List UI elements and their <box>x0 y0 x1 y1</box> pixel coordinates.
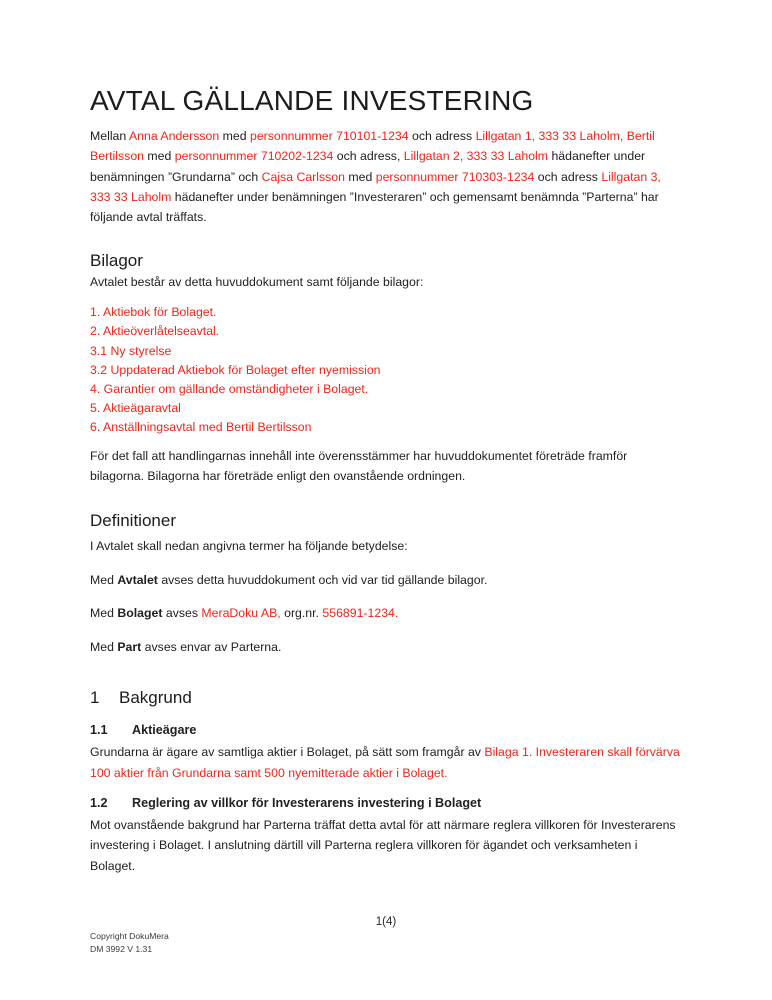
definition-term <box>90 637 684 657</box>
bilagor-lead: Avtalet består av detta huvuddokument samt följande bilagor: <box>90 274 424 289</box>
highlighted-text-run: Lillgatan 1, 333 33 Laholm, <box>475 128 624 143</box>
text-run: Med <box>90 572 118 587</box>
page-number: 1(4) <box>375 916 397 928</box>
section-1-2-body <box>90 815 684 876</box>
bilaga-item: 1. Aktiebok för Bolaget. <box>90 305 217 320</box>
section-number: 1 <box>90 688 100 708</box>
text-run: och adress <box>534 169 602 184</box>
bilagor-heading: Bilagor <box>90 250 143 270</box>
subsection-number: 1.2 <box>90 795 108 810</box>
text-run: hädanefter under benämningen ”Grundarna” och <box>90 149 646 184</box>
copyright-line: Copyright DokuMera <box>90 931 169 941</box>
version-line: DM 3992 V 1.31 <box>90 944 153 954</box>
section-1-2-heading <box>90 794 684 812</box>
highlighted-text-run: personnummer 710303-1234 <box>375 169 535 184</box>
bilaga-list <box>90 303 684 437</box>
footer-copyright <box>90 930 169 956</box>
text-run: org.nr. <box>280 606 323 621</box>
definition-term <box>90 603 684 623</box>
bilaga-item: 3.2 Uppdaterad Aktiebok för Bolaget efter nyemission <box>90 362 381 377</box>
document-title: AVTAL GÄLLANDE INVESTERING <box>90 85 534 116</box>
bilaga-item: 4. Garantier om gällande omständigheter i Bolaget. <box>90 382 369 397</box>
text-run: Grundarna är ägare av samtliga aktier i Bolaget, på sätt som framgår av <box>90 745 485 760</box>
highlighted-text-run: MeraDoku AB, <box>201 606 281 621</box>
text-run: avses detta huvuddokument och vid var tid gällande bilagor. <box>157 572 488 587</box>
highlighted-text-run: Bertil Bertilsson <box>90 128 655 164</box>
highlighted-text-run: Cajsa Carlsson <box>261 169 345 184</box>
bilaga-item: 6. Anställningsavtal med Bertil Bertilsson <box>90 420 312 435</box>
bilagor-note: För det fall att handlingarnas innehåll inte överensstämmer har huvuddokumentet företräde framför bilagorna. Bilagorna har företräde enligt den ovanstående ordningen. <box>90 448 628 484</box>
bilaga-item: 3.1 Ny styrelse <box>90 343 172 358</box>
text-run: Mellan <box>90 128 129 143</box>
highlighted-text-run: Lillgatan 3, 333 33 Laholm <box>90 169 661 205</box>
highlighted-text-run: Lillgatan 2, 333 33 Laholm <box>403 149 549 164</box>
section-title: Bakgrund <box>119 688 192 708</box>
section-1-1-body <box>90 742 684 783</box>
text-run: och adress, <box>333 149 404 164</box>
subsection-number: 1.1 <box>90 723 108 738</box>
text-run: med <box>219 128 250 143</box>
text-run: hädanefter under benämningen ”Investeraren” och gemensamt benämnda ”Parterna” har följande avtal träffats. <box>90 190 659 225</box>
subsection-title: Reglering av villkor för Investerarens investering i Bolaget <box>132 795 482 810</box>
definition-term <box>90 570 684 590</box>
text-run: Med <box>90 606 118 621</box>
highlighted-text-run: Bilaga 1. Investeraren skall förvärva 100 aktier från Grundarna samt 500 nyemitterade aktier i Bolaget. <box>90 745 680 780</box>
text-run: Avtalet <box>117 572 158 587</box>
text-run: Bolaget <box>117 606 163 621</box>
highlighted-text-run: 556891-1234. <box>322 606 399 621</box>
section-1-heading <box>90 686 684 710</box>
definitioner-lead: I Avtalet skall nedan angivna termer ha följande betydelse: <box>90 539 408 554</box>
intro-paragraph <box>90 126 684 228</box>
definitioner-heading: Definitioner <box>90 511 176 531</box>
bilaga-item: 2. Aktieöverlåtelseavtal. <box>90 324 220 339</box>
highlighted-text-run: personnummer 710101-1234 <box>249 128 409 143</box>
highlighted-text-run: personnummer 710202-1234 <box>174 149 334 164</box>
highlighted-text-run: Anna Andersson <box>128 128 220 143</box>
text-run: Mot ovanstående bakgrund har Parterna träffat detta avtal för att närmare reglera villkoren för Investerarens investering i Bolaget. I anslutning därtill vill Parterna reglera villkoren för ägandet och verksamheten i Bolaget. <box>90 817 676 873</box>
text-run: Part <box>117 639 142 654</box>
section-1-1-heading <box>90 721 684 739</box>
text-run: med <box>144 149 175 164</box>
text-run: Med <box>90 639 118 654</box>
text-run: avses <box>162 606 202 621</box>
bilaga-item: 5. Aktieägaravtal <box>90 401 181 416</box>
subsection-title: Aktieägare <box>132 723 197 738</box>
text-run: avses envar av Parterna. <box>141 639 282 654</box>
text-run: och adress <box>408 128 476 143</box>
text-run: med <box>344 169 376 184</box>
